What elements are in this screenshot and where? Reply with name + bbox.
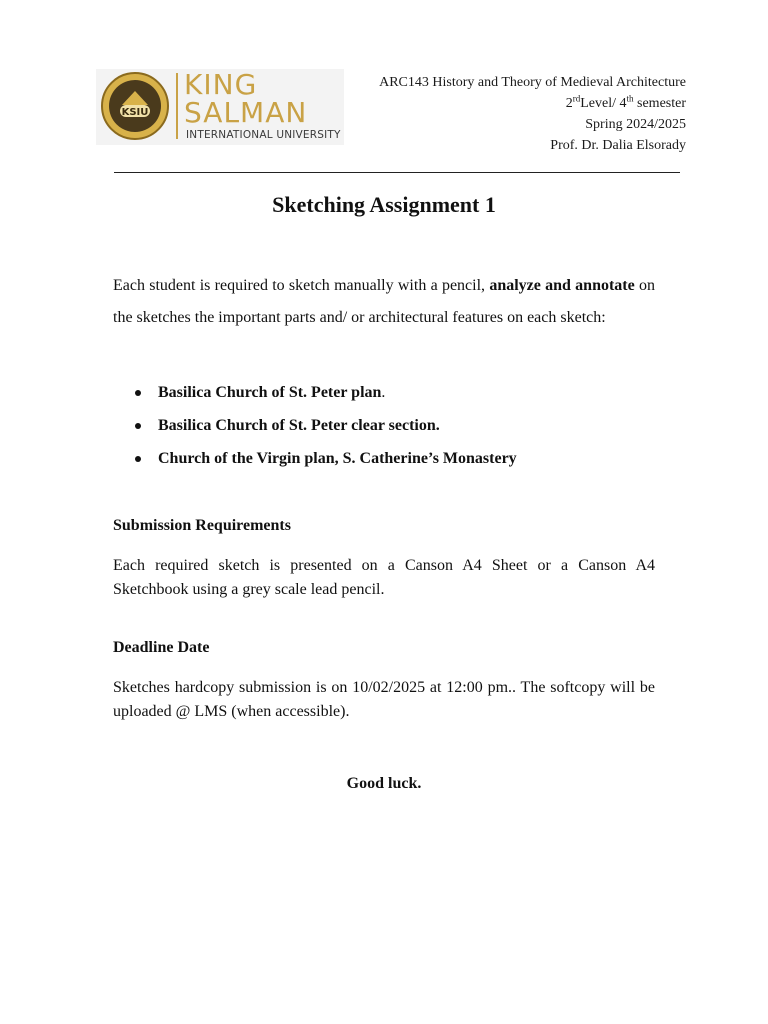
list-item	[113, 414, 517, 447]
deadline-heading: Deadline Date	[113, 639, 210, 656]
course-name: ARC143 History and Theory of Medieval Architecture	[379, 75, 686, 90]
university-seal-icon	[100, 71, 170, 141]
list-item-text: Basilica Church of St. Peter clear section.	[158, 417, 440, 434]
semester-superscript: th	[626, 93, 634, 104]
submission-heading: Submission Requirements	[113, 517, 291, 534]
header-divider	[114, 172, 680, 173]
intro-paragraph	[113, 270, 655, 333]
course-header	[379, 72, 686, 156]
level-text: Level/ 4	[580, 96, 627, 111]
list-item-text: Basilica Church of St. Peter plan	[158, 384, 382, 401]
list-item	[113, 381, 517, 414]
deadline-text: Sketches hardcopy submission is on 10/02/2025 at 12:00 pm.. The softcopy will be uploaded @ LMS (when accessible).	[113, 679, 655, 720]
list-item	[113, 447, 517, 480]
intro-text-2: on the sketches the important parts and/ or architectural features on each sketch:	[113, 277, 656, 326]
bullet-icon	[135, 423, 141, 429]
sketch-list	[113, 381, 517, 480]
intro-text-1: Each student is required to sketch manually with a pencil,	[113, 277, 490, 294]
bullet-icon	[135, 390, 141, 396]
logo-subtitle: INTERNATIONAL UNIVERSITY	[186, 129, 341, 141]
closing-text: Good luck.	[346, 775, 422, 792]
course-term: Spring 2024/2025	[585, 117, 686, 132]
intro-bold-text: analyze and annotate	[489, 277, 635, 294]
assignment-title: Sketching Assignment 1	[272, 192, 496, 217]
logo-word-king: KING	[184, 68, 258, 101]
logo-divider	[176, 73, 178, 139]
university-logo	[96, 69, 344, 145]
bullet-icon	[135, 456, 141, 462]
logo-word-salman: SALMAN	[184, 96, 308, 129]
level-number: 2	[565, 96, 573, 111]
course-professor: Prof. Dr. Dalia Elsorady	[550, 138, 686, 153]
course-level	[379, 93, 686, 114]
semester-text: semester	[633, 96, 686, 111]
seal-text: KSIU	[121, 107, 149, 118]
list-item-tail: .	[381, 384, 386, 401]
submission-text: Each required sketch is presented on a Canson A4 Sheet or a Canson A4 Sketchbook using a grey scale lead pencil.	[113, 557, 655, 598]
level-superscript: rd	[572, 93, 581, 104]
list-item-text: Church of the Virgin plan, S. Catherine’s Monastery	[158, 450, 517, 467]
